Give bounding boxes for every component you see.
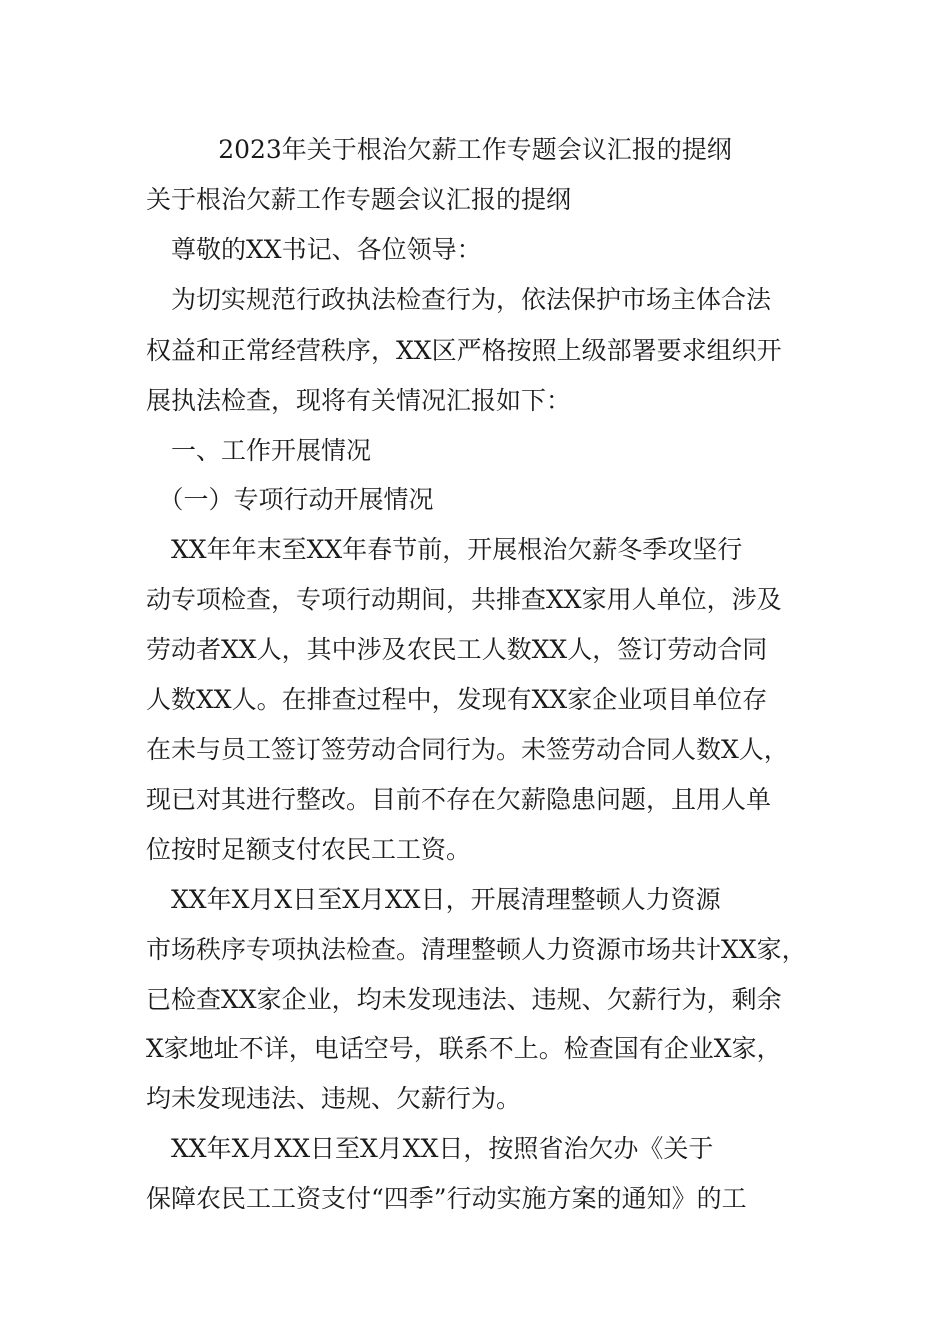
paragraph-line: 劳动者XX人，其中涉及农民工人数XX人，签订劳动合同 — [146, 635, 768, 664]
paragraph-line: 已检查XX家企业，均未发现违法、违规、欠薪行为，剩余 — [146, 985, 782, 1014]
paragraph-line: 保障农民工工资支付“四季”行动实施方案的通知》的工 — [146, 1184, 747, 1213]
paragraph-line: 均未发现违法、违规、欠薪行为。 — [146, 1084, 522, 1113]
section-heading: 一、工作开展情况 — [146, 436, 372, 465]
subsection-heading: （一）专项行动开展情况 — [146, 485, 434, 514]
paragraph-line: 展执法检查，现将有关情况汇报如下： — [146, 386, 572, 415]
document-subtitle: 关于根治欠薪工作专题会议汇报的提纲 — [146, 185, 572, 214]
paragraph-line: XX年X月X日至X月XX日，开展清理整顿人力资源 — [146, 885, 721, 914]
paragraph-line: X家地址不详，电话空号，联系不上。检查国有企业X家， — [146, 1034, 782, 1063]
paragraph-line: XX年年末至XX年春节前，开展根治欠薪冬季攻坚行 — [146, 535, 743, 564]
document-title: 2023年关于根治欠薪工作专题会议汇报的提纲 — [218, 135, 732, 164]
paragraph-line: 市场秩序专项执法检查。清理整顿人力资源市场共计XX家， — [146, 935, 807, 964]
paragraph-line: 现已对其进行整改。目前不存在欠薪隐患问题，且用人单 — [146, 785, 772, 814]
paragraph-line: 尊敬的XX书记、各位领导： — [146, 235, 482, 264]
paragraph-line: 人数XX人。在排查过程中，发现有XX家企业项目单位存 — [146, 685, 768, 714]
paragraph-line: 权益和正常经营秩序，XX区严格按照上级部署要求组织开 — [146, 336, 782, 365]
paragraph-line: 为切实规范行政执法检查行为，依法保护市场主体合法 — [146, 285, 772, 314]
paragraph-line: 位按时足额支付农民工工资。 — [146, 835, 472, 864]
paragraph-line: 动专项检查，专项行动期间，共排查XX家用人单位，涉及 — [146, 585, 782, 614]
paragraph-line: 在未与员工签订签劳动合同行为。未签劳动合同人数X人， — [146, 735, 789, 764]
paragraph-line: XX年X月XX日至X月XX日，按照省治欠办《关于 — [146, 1134, 714, 1163]
